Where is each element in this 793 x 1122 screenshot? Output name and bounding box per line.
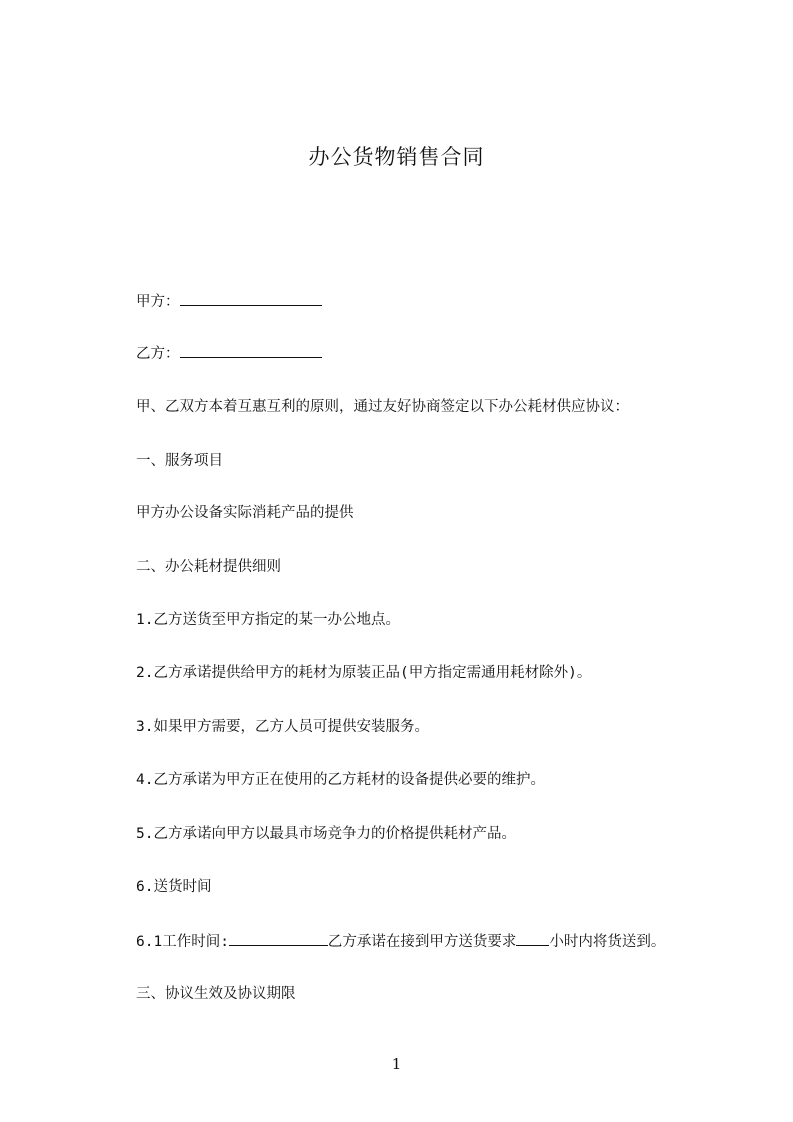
- item-5: 5.乙方承诺向甲方以最具市场竞争力的价格提供耗材产品。: [136, 826, 516, 842]
- party-b-blank: [180, 343, 322, 358]
- section2-heading: 二、办公耗材提供细则: [136, 559, 281, 575]
- item-4: 4.乙方承诺为甲方正在使用的乙方耗材的设备提供必要的维护。: [136, 772, 545, 788]
- item-6-1-text: 乙方承诺在接到甲方送货要求: [327, 934, 517, 950]
- item-1: 1.乙方送货至甲方指定的某一办公地点。: [136, 612, 400, 628]
- party-a-label: 甲方：: [136, 294, 180, 310]
- item-6-1: [136, 931, 665, 952]
- document-title: 办公货物销售合同: [308, 145, 485, 169]
- hours-blank: [516, 931, 549, 946]
- work-time-blank: [229, 931, 328, 946]
- item-6-1-end: 小时内将货送到。: [549, 934, 666, 950]
- item-2: 2.乙方承诺提供给甲方的耗材为原装正品(甲方指定需通用耗材除外)。: [136, 665, 592, 681]
- section1-body: 甲方办公设备实际消耗产品的提供: [136, 505, 354, 521]
- page-number: 1: [391, 1055, 402, 1073]
- party-b-line: [136, 343, 322, 364]
- item-6-1-label: 6.1工作时间:: [136, 934, 229, 950]
- party-a-line: [136, 291, 322, 312]
- section1-heading: 一、服务项目: [136, 453, 223, 469]
- party-a-blank: [180, 291, 322, 306]
- item-3: 3.如果甲方需要，乙方人员可提供安装服务。: [136, 719, 429, 735]
- intro-paragraph: 甲、乙双方本着互惠互利的原则，通过友好协商签定以下办公耗材供应协议：: [136, 399, 629, 415]
- party-b-label: 乙方：: [136, 346, 180, 362]
- item-6: 6.送货时间: [136, 879, 212, 895]
- section3-heading: 三、协议生效及协议期限: [136, 986, 296, 1002]
